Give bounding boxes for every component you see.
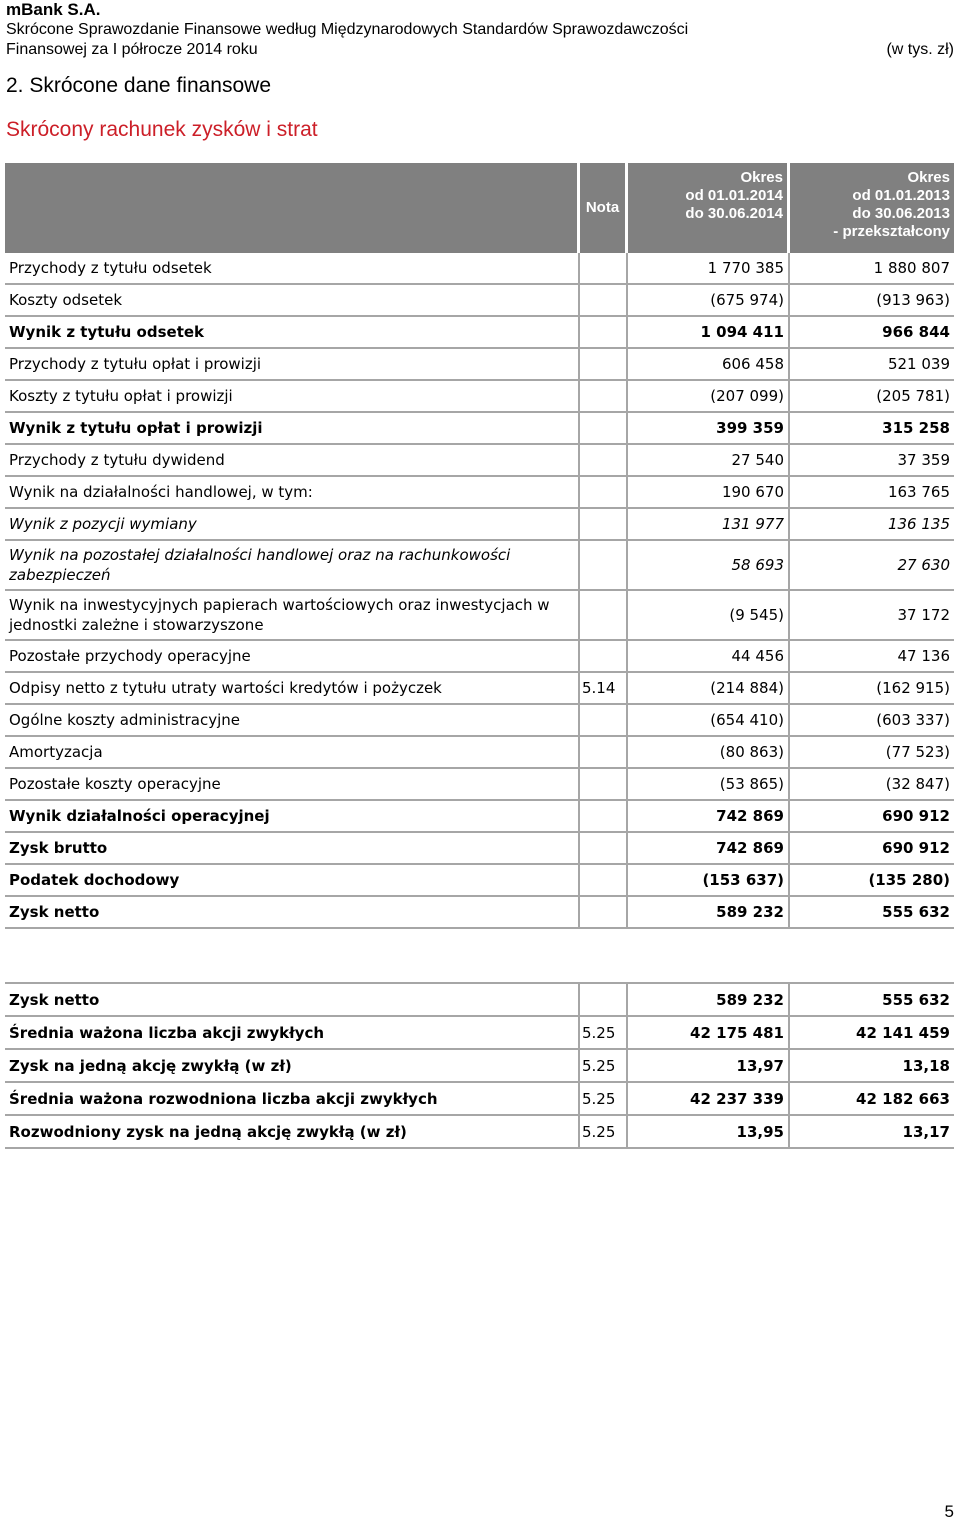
header-nota: Nota [580, 163, 628, 253]
table-row: Średnia ważona rozwodniona liczba akcji zwykłych 5.25 42 237 339 42 182 663 [5, 1083, 954, 1116]
document-header [6, 0, 954, 60]
report-title-line2 [6, 40, 954, 60]
table-row: Zysk netto 589 232 555 632 [5, 897, 954, 929]
page-number: 5 [944, 1502, 954, 1521]
header-period-2014: Okres od 01.01.2014 do 30.06.2014 [628, 163, 790, 253]
table-row: Podatek dochodowy (153 637) (135 280) [5, 865, 954, 897]
currency-unit: (w tys. zł) [886, 41, 954, 58]
table-row: Zysk netto 589 232 555 632 [5, 982, 954, 1017]
header-label-cell [5, 163, 580, 253]
table-row: Ogólne koszty administracyjne (654 410) (603 337) [5, 705, 954, 737]
statement-title: Skrócony rachunek zysków i strat [6, 118, 318, 141]
report-title-line1: Skrócone Sprawozdanie Finansowe według Międzynarodowych Standardów Sprawozdawczości [6, 21, 689, 38]
table-row: Pozostałe koszty operacyjne (53 865) (32 847) [5, 769, 954, 801]
earnings-per-share-table [5, 982, 954, 1149]
table-row: Pozostałe przychody operacyjne 44 456 47 136 [5, 641, 954, 673]
header-period-2013: Okres od 01.01.2013 do 30.06.2013 - przekształcony [790, 163, 954, 253]
table-row: Wynik z tytułu odsetek 1 094 411 966 844 [5, 317, 954, 349]
table-row: Odpisy netto z tytułu utraty wartości kredytów i pożyczek 5.14 (214 884) (162 915) [5, 673, 954, 705]
table-row: Wynik na działalności handlowej, w tym: 190 670 163 765 [5, 477, 954, 509]
table-row: Zysk brutto 742 869 690 912 [5, 833, 954, 865]
table-row: Amortyzacja (80 863) (77 523) [5, 737, 954, 769]
table-row: Średnia ważona liczba akcji zwykłych 5.25 42 175 481 42 141 459 [5, 1017, 954, 1050]
company-name: mBank S.A. [6, 0, 101, 19]
table-row: Rozwodniony zysk na jedną akcję zwykłą (w zł) 5.25 13,95 13,17 [5, 1116, 954, 1149]
table-row: Wynik na pozostałej działalności handlowej oraz na rachunkowości zabezpieczeń 58 693 27 630 [5, 541, 954, 591]
table-row: Wynik z pozycji wymiany 131 977 136 135 [5, 509, 954, 541]
table-row: Wynik na inwestycyjnych papierach wartościowych oraz inwestycjach w jednostki zależne i stowarzyszone (9 545) 37 172 [5, 591, 954, 641]
section-title: 2. Skrócone dane finansowe [6, 74, 272, 97]
table-header-row [5, 163, 954, 253]
table-row: Przychody z tytułu dywidend 27 540 37 359 [5, 445, 954, 477]
table-row: Koszty z tytułu opłat i prowizji (207 099) (205 781) [5, 381, 954, 413]
report-period: Finansowej za I półrocze 2014 roku [6, 41, 258, 58]
table-row: Zysk na jedną akcję zwykłą (w zł) 5.25 13,97 13,18 [5, 1050, 954, 1083]
table-row: Wynik działalności operacyjnej 742 869 690 912 [5, 801, 954, 833]
table-row: Przychody z tytułu odsetek 1 770 385 1 880 807 [5, 253, 954, 285]
table-row: Przychody z tytułu opłat i prowizji 606 458 521 039 [5, 349, 954, 381]
income-statement-table [5, 163, 954, 929]
table-row: Wynik z tytułu opłat i prowizji 399 359 315 258 [5, 413, 954, 445]
table-row: Koszty odsetek (675 974) (913 963) [5, 285, 954, 317]
